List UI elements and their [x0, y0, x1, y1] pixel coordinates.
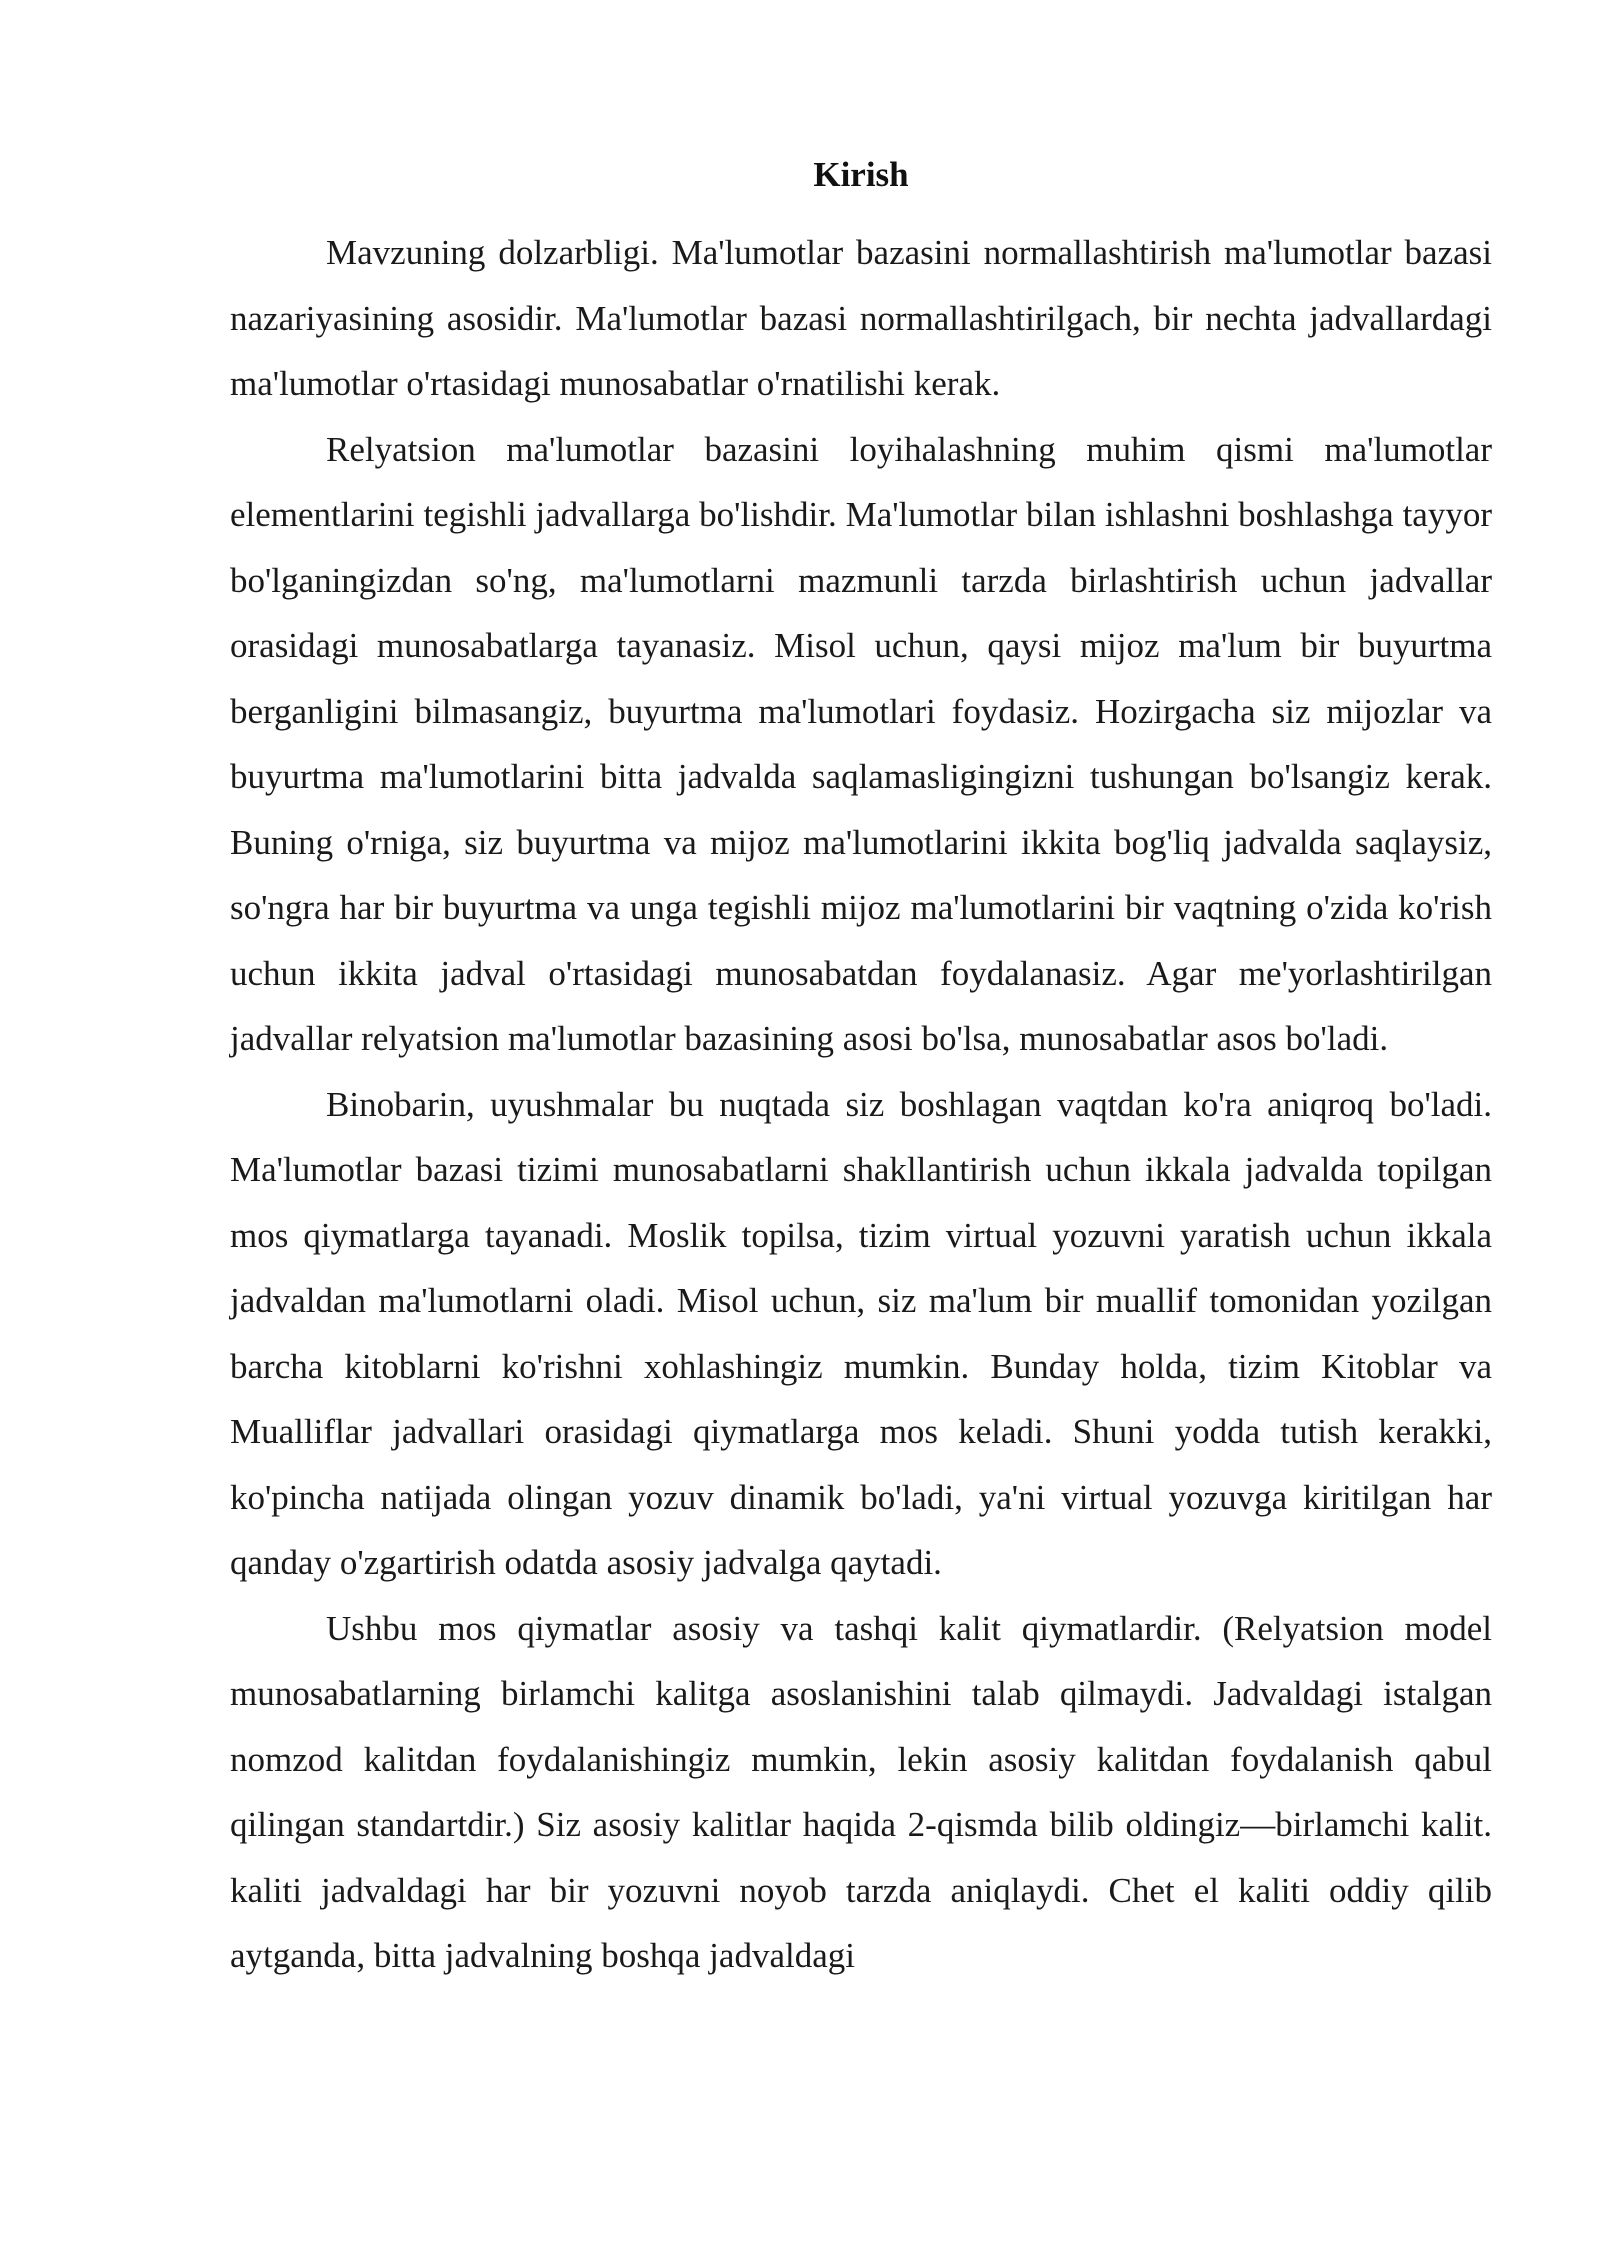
paragraph-4: Ushbu mos qiymatlar asosiy va tashqi kalit qiymatlardir. (Relyatsion model munosabatlarning birlamchi kalitga asoslanishini talab qilmaydi. Jadvaldagi istalgan nomzod kalitdan foydalanishingiz mumkin, lekin asosiy kalitdan foydalanish qabul qilingan standartdir.) Siz asosiy kalitlar haqida 2-qismda bilib oldingiz—birlamchi kalit. kaliti jadvaldagi har bir yozuvni noyob tarzda aniqlaydi. Chet el kaliti oddiy qilib aytganda, bitta jadvalning boshqa jadvaldagi — [230, 1608, 1492, 1975]
section-title: Kirish — [813, 155, 909, 194]
document-body — [230, 150, 1492, 1989]
paragraph-2: Relyatsion ma'lumotlar bazasini loyihalashning muhim qismi ma'lumotlar elementlarini tegishli jadvallarga bo'lishdir. Ma'lumotlar bilan ishlashni boshlashga tayyor bo'lganingizdan so'ng, ma'lumotlarni mazmunli tarzda birlashtirish uchun jadvallar orasidagi munosabatlarga tayanasiz. Misol uchun, qaysi mijoz ma'lum bir buyurtma berganligini bilmasangiz, buyurtma ma'lumotlari foydasiz. Hozirgacha siz mijozlar va buyurtma ma'lumotlarini bitta jadvalda saqlamasligingizni tushungan bo'lsangiz kerak. Buning o'rniga, siz buyurtma va mijoz ma'lumotlarini ikkita bog'liq jadvalda saqlaysiz, so'ngra har bir buyurtma va unga tegishli mijoz ma'lumotlarini bir vaqtning o'zida ko'rish uchun ikkita jadval o'rtasidagi munosabatdan foydalanasiz. Agar me'yorlashtirilgan jadvallar relyatsion ma'lumotlar bazasining asosi bo'lsa, munosabatlar asos bo'ladi. — [230, 429, 1492, 1058]
paragraph-1: Mavzuning dolzarbligi. Ma'lumotlar bazasini normallashtirish ma'lumotlar bazasi nazariyasining asosidir. Ma'lumotlar bazasi normallashtirilgach, bir nechta jadvallardagi ma'lumotlar o'rtasidagi munosabatlar o'rnatilishi kerak. — [230, 233, 1492, 403]
paragraph-3: Binobarin, uyushmalar bu nuqtada siz boshlagan vaqtdan ko'ra aniqroq bo'ladi. Ma'lumotlar bazasi tizimi munosabatlarni shakllantirish uchun ikkala jadvalda topilgan mos qiymatlarga tayanadi. Moslik topilsa, tizim virtual yozuvni yaratish uchun ikkala jadvaldan ma'lumotlarni oladi. Misol uchun, siz ma'lum bir muallif tomonidan yozilgan barcha kitoblarni ko'rishni xohlashingiz mumkin. Bunday holda, tizim Kitoblar va Mualliflar jadvallari orasidagi qiymatlarga mos keladi. Shuni yodda tutish kerakki, ko'pincha natijada olingan yozuv dinamik bo'ladi, ya'ni virtual yozuvga kiritilgan har qanday o'zgartirish odatda asosiy jadvalga qaytadi. — [230, 1084, 1492, 1582]
